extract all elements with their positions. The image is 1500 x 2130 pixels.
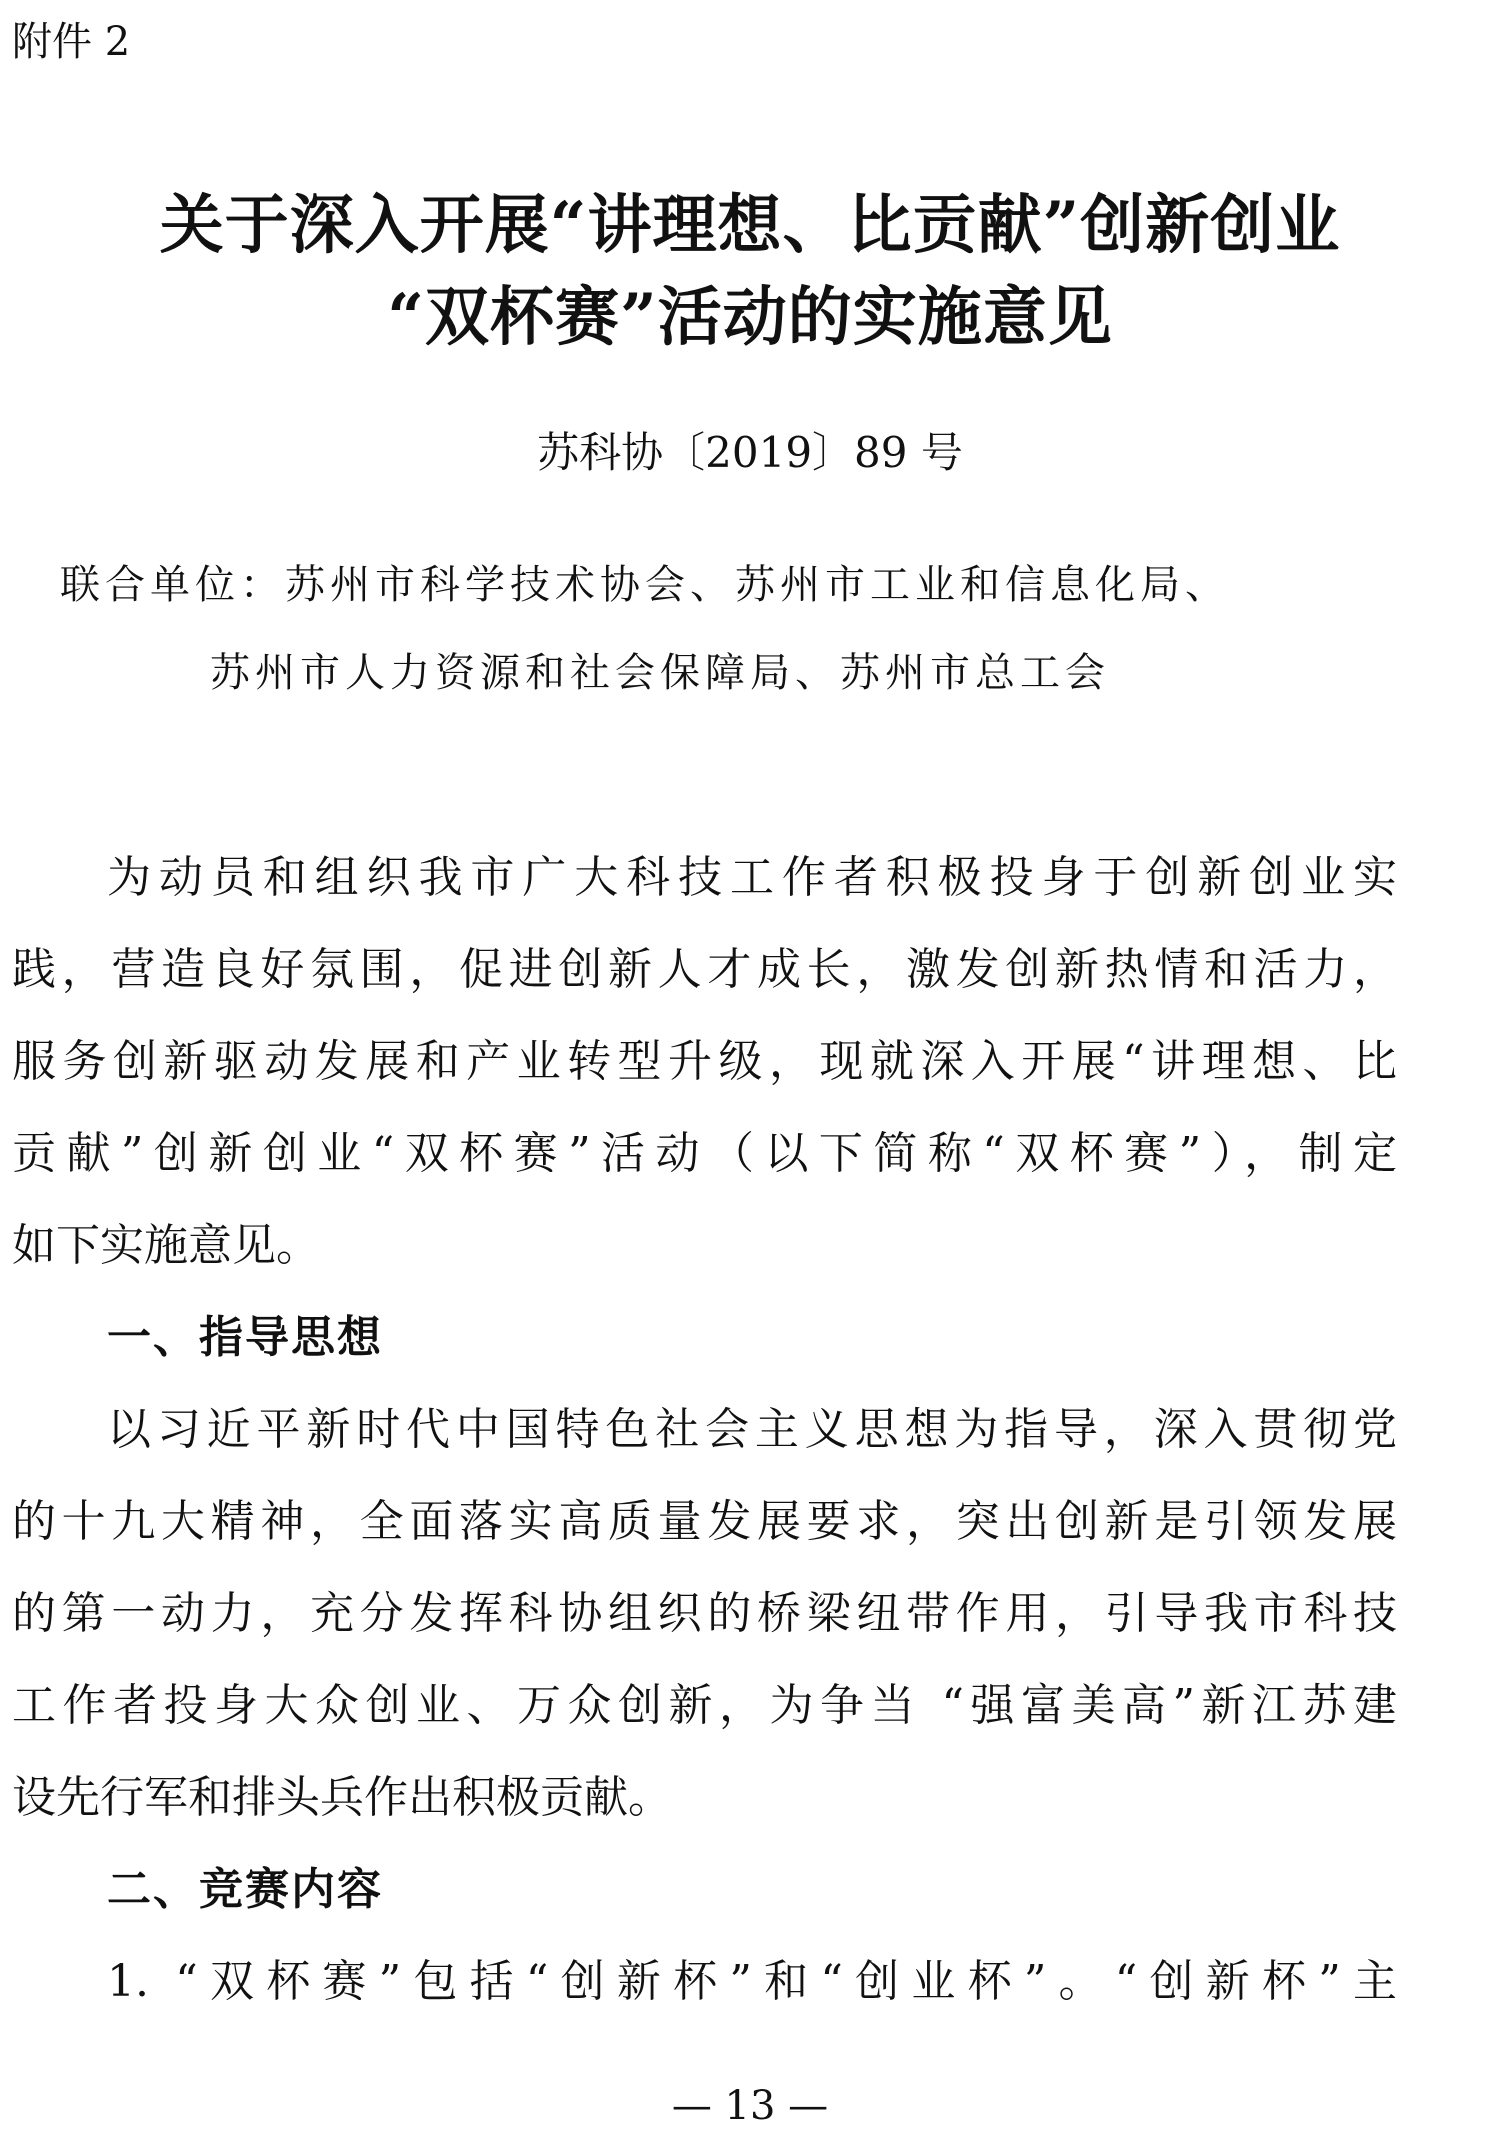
section1-line: 的十九大精神，全面落实高质量发展要求，突出创新是引领发展	[12, 1496, 1397, 1547]
intro-line: 践，营造良好氛围，促进创新人才成长，激发创新热情和活力，	[12, 944, 1397, 995]
intro-line: 服务创新驱动发展和产业转型升级，现就深入开展“讲理想、比	[12, 1036, 1397, 1087]
section1-line: 的第一动力，充分发挥科协组织的桥梁纽带作用，引导我市科技	[12, 1588, 1397, 1639]
section-heading-competition-content: 二、竞赛内容	[107, 1864, 383, 1915]
attachment-label: 附件 2	[12, 19, 131, 65]
section2-line: 1. “双杯赛”包括“创新杯”和“创业杯”。“创新杯”主	[107, 1956, 1397, 2007]
intro-line: 贡献”创新创业“双杯赛”活动（以下简称“双杯赛”），制定	[12, 1128, 1397, 1179]
section1-line: 工作者投身大众创业、万众创新，为争当 “强富美高”新江苏建	[12, 1680, 1397, 1731]
intro-line: 如下实施意见。	[12, 1220, 320, 1271]
page-number: — 13 —	[671, 2083, 829, 2129]
document-title	[0, 180, 1500, 364]
section-heading-guiding-ideology: 一、指导思想	[107, 1312, 383, 1363]
joint-units-line-2: 苏州市人力资源和社会保障局、苏州市总工会	[210, 650, 1110, 696]
joint-units-line-1: 联合单位：苏州市科学技术协会、苏州市工业和信息化局、	[60, 562, 1230, 608]
document-body	[12, 832, 1397, 2028]
section1-line: 设先行军和排头兵作出积极贡献。	[12, 1772, 672, 1823]
intro-line: 为动员和组织我市广大科技工作者积极投身于创新创业实	[107, 852, 1397, 903]
document-number: 苏科协〔2019〕89 号	[537, 428, 963, 477]
title-line-2: “双杯赛”活动的实施意见	[387, 280, 1113, 355]
title-line-1: 关于深入开展“讲理想、比贡献”创新创业	[159, 188, 1341, 263]
section1-line: 以习近平新时代中国特色社会主义思想为指导，深入贯彻党	[107, 1404, 1397, 1455]
